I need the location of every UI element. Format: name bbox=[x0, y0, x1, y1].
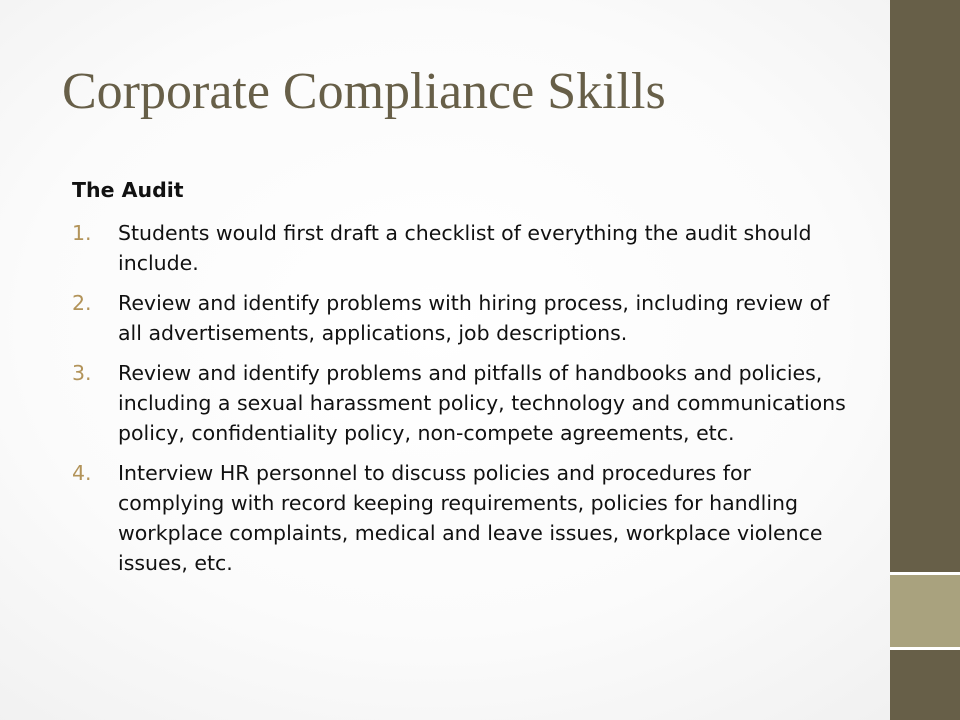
step-number: 1. bbox=[72, 221, 92, 245]
step-number: 4. bbox=[72, 461, 92, 485]
step-number: 3. bbox=[72, 361, 92, 385]
slide-title: Corporate Compliance Skills bbox=[62, 63, 666, 120]
side-accent-divider-bottom bbox=[890, 647, 960, 650]
list-item bbox=[72, 288, 852, 348]
list-item bbox=[72, 218, 852, 278]
step-text: Students would first draft a checklist of everything the audit should include. bbox=[118, 221, 812, 275]
list-item bbox=[72, 358, 852, 448]
step-text: Interview HR personnel to discuss policies and procedures for complying with record keeping requirements, policies for handling workplace complaints, medical and leave issues, workplace violence issues, etc. bbox=[118, 461, 823, 575]
section-heading: The Audit bbox=[72, 178, 184, 202]
steps-list bbox=[72, 218, 852, 578]
side-accent-block bbox=[890, 575, 960, 647]
slide-body bbox=[72, 172, 852, 588]
list-item bbox=[72, 458, 852, 578]
step-number: 2. bbox=[72, 291, 92, 315]
step-text: Review and identify problems and pitfalls of handbooks and policies, including a sexual harassment policy, technology and communications policy, confidentiality policy, non-compete agreements, etc. bbox=[118, 361, 846, 445]
step-text: Review and identify problems with hiring process, including review of all advertisements, applications, job descriptions. bbox=[118, 291, 830, 345]
